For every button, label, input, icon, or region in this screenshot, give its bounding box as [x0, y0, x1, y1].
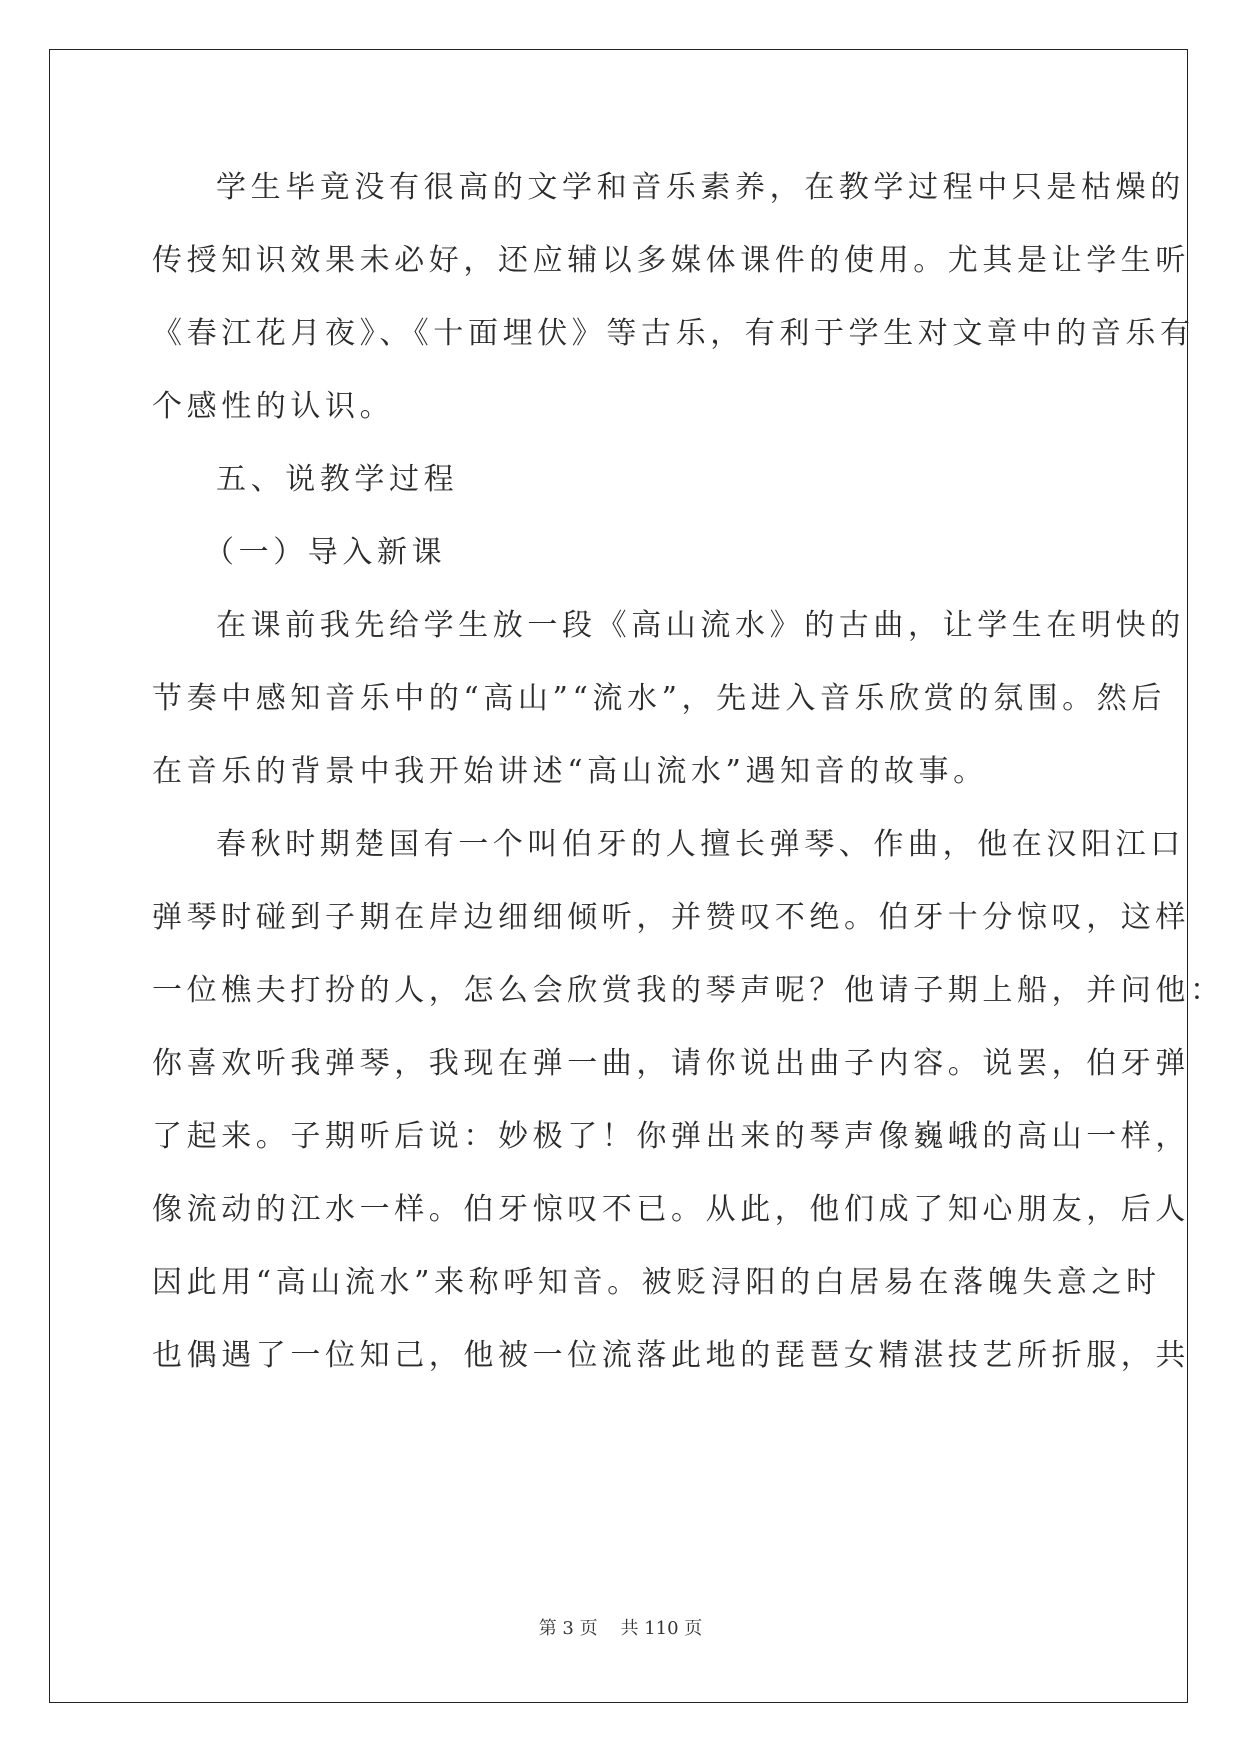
text-line: 一位樵夫打扮的人，怎么会欣赏我的琴声呢？他请子期上船，并问他：	[152, 973, 1225, 1008]
text-line: 了起来。子期听后说：妙极了！你弹出来的琴声像巍峨的高山一样，	[152, 1119, 1190, 1154]
page-border	[49, 49, 1188, 1703]
text-line: 因此用“高山流水”来称呼知音。被贬浔阳的白居易在落魄失意之时	[152, 1265, 1161, 1300]
text-line: 个感性的认识。	[152, 389, 395, 424]
text-line: 你喜欢听我弹琴，我现在弹一曲，请你说出曲子内容。说罢，伯牙弹	[152, 1046, 1190, 1081]
section-heading: 五、说教学过程	[216, 462, 459, 497]
page-number-footer: 第 3 页 共 110 页	[538, 1618, 703, 1639]
text-line: 《春江花月夜》、《十面埋伏》等古乐，有利于学生对文章中的音乐有	[152, 316, 1195, 351]
text-line: 春秋时期楚国有一个叫伯牙的人擅长弹琴、作曲，他在汉阳江口	[216, 827, 1185, 862]
subsection-heading: （一）导入新课	[204, 535, 447, 570]
text-line: 学生毕竟没有很高的文学和音乐素养，在教学过程中只是枯燥的	[216, 170, 1185, 205]
text-line: 在音乐的背景中我开始讲述“高山流水”遇知音的故事。	[152, 754, 988, 789]
text-line: 也偶遇了一位知己，他被一位流落此地的琵琶女精湛技艺所折服，共	[152, 1338, 1190, 1373]
text-line: 节奏中感知音乐中的“高山”“流水”，先进入音乐欣赏的氛围。然后	[152, 681, 1166, 716]
text-line: 传授知识效果未必好，还应辅以多媒体课件的使用。尤其是让学生听	[152, 243, 1190, 278]
text-line: 弹琴时碰到子期在岸边细细倾听，并赞叹不绝。伯牙十分惊叹，这样	[152, 900, 1190, 935]
text-line: 在课前我先给学生放一段《高山流水》的古曲，让学生在明快的	[216, 608, 1185, 643]
text-line: 像流动的江水一样。伯牙惊叹不已。从此，他们成了知心朋友，后人	[152, 1192, 1190, 1227]
